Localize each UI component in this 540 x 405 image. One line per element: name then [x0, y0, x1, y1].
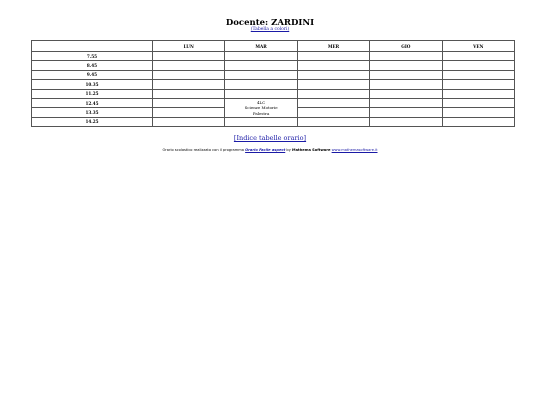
credits-by: by: [286, 148, 291, 152]
time-cell: 8.45: [32, 61, 153, 70]
empty-cell: [370, 52, 442, 61]
empty-cell: [370, 98, 442, 107]
empty-cell: [297, 98, 369, 107]
empty-cell: [442, 98, 514, 107]
empty-cell: [442, 61, 514, 70]
day-header: GIO: [370, 41, 442, 52]
table-row: [32, 61, 515, 70]
empty-cell: [442, 108, 514, 117]
empty-cell: [297, 89, 369, 98]
empty-cell: [442, 70, 514, 79]
color-table-link[interactable]: (Tabella a colori): [250, 27, 290, 32]
empty-cell: [442, 80, 514, 89]
empty-cell: [153, 108, 225, 117]
empty-cell: [297, 61, 369, 70]
time-cell: 9.45: [32, 70, 153, 79]
lesson-room: Palestra: [252, 110, 270, 116]
corner-cell: [32, 41, 153, 52]
empty-cell: [153, 80, 225, 89]
website-link[interactable]: www.mathemasoftware.it: [331, 148, 378, 152]
day-header: LUN: [153, 41, 225, 52]
table-row: [32, 89, 515, 98]
empty-cell: [225, 61, 297, 70]
table-header-row: [32, 41, 515, 52]
page-title: Docente: ZARDINI: [225, 18, 315, 28]
day-header: VEN: [442, 41, 514, 52]
credits-line: [0, 148, 540, 152]
table-row: [32, 70, 515, 79]
time-cell: 7.55: [32, 52, 153, 61]
empty-cell: [370, 61, 442, 70]
empty-cell: [225, 70, 297, 79]
empty-cell: [297, 52, 369, 61]
empty-cell: [153, 70, 225, 79]
empty-cell: [225, 117, 297, 126]
empty-cell: [297, 80, 369, 89]
lesson-subject: Scienze Motorie: [244, 105, 278, 111]
day-header: MAR: [225, 41, 297, 52]
time-cell: 11.25: [32, 89, 153, 98]
program-link[interactable]: Orario Facile aspect: [245, 148, 286, 152]
timetable: [31, 40, 515, 127]
empty-cell: [153, 98, 225, 107]
table-row: [32, 98, 515, 107]
empty-cell: [370, 108, 442, 117]
empty-cell: [153, 61, 225, 70]
empty-cell: [225, 52, 297, 61]
index-link[interactable]: [Indice tabelle orario]: [233, 134, 307, 142]
empty-cell: [370, 117, 442, 126]
empty-cell: [370, 70, 442, 79]
empty-cell: [297, 70, 369, 79]
empty-cell: [153, 52, 225, 61]
table-row: [32, 52, 515, 61]
time-cell: 12.45: [32, 98, 153, 107]
empty-cell: [225, 89, 297, 98]
empty-cell: [442, 89, 514, 98]
credits-prefix: Orario scolastico realizzato con il programma: [162, 148, 244, 152]
empty-cell: [442, 52, 514, 61]
empty-cell: [370, 80, 442, 89]
table-row: [32, 117, 515, 126]
index-link-wrapper: [0, 134, 540, 142]
empty-cell: [442, 117, 514, 126]
time-cell: 14.25: [32, 117, 153, 126]
lesson-cell: [225, 98, 297, 117]
time-cell: 10.35: [32, 80, 153, 89]
empty-cell: [297, 117, 369, 126]
company-name: Mathema Software: [292, 148, 331, 152]
color-table-link-wrapper: [0, 27, 540, 32]
empty-cell: [297, 108, 369, 117]
empty-cell: [153, 117, 225, 126]
day-header: MER: [297, 41, 369, 52]
empty-cell: [225, 80, 297, 89]
lesson-class: 4LC: [256, 99, 266, 105]
empty-cell: [153, 89, 225, 98]
table-row: [32, 80, 515, 89]
empty-cell: [370, 89, 442, 98]
time-cell: 13.35: [32, 108, 153, 117]
